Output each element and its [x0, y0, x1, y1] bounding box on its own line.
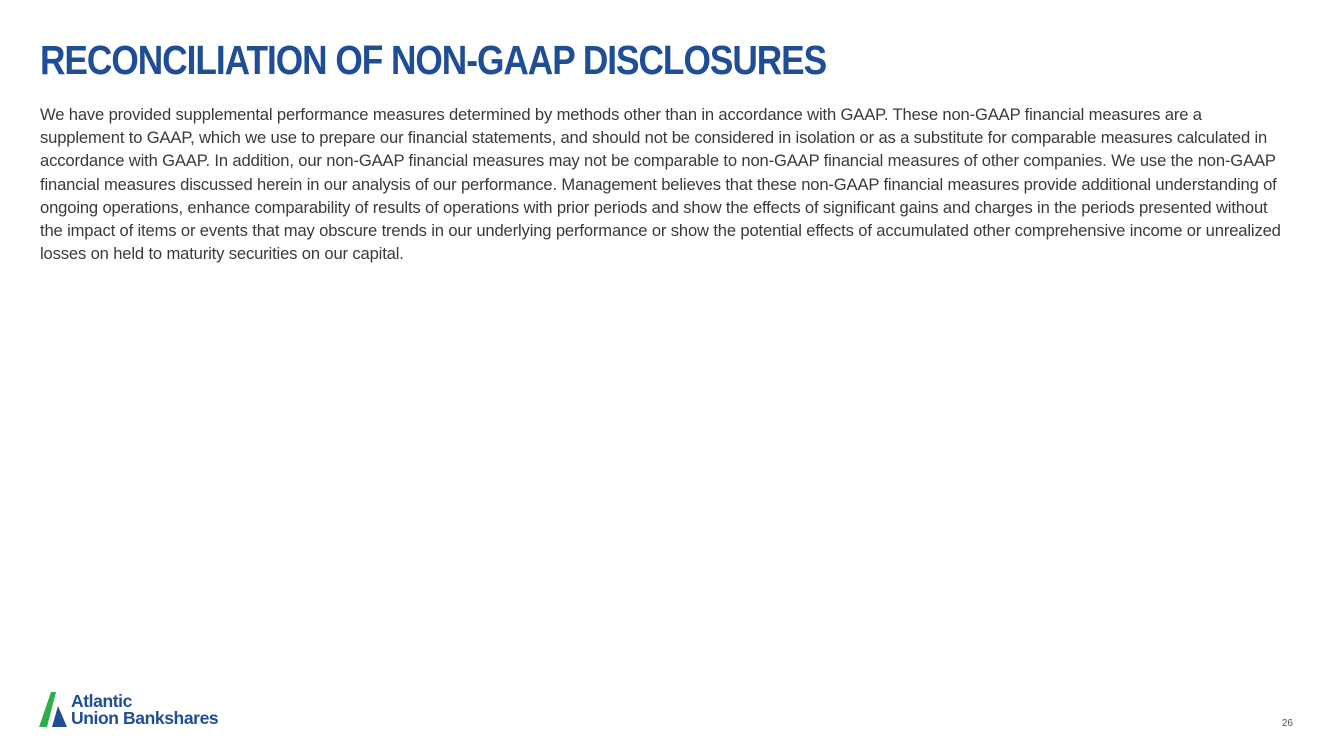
logo-wordmark: [71, 690, 219, 728]
slide-title: RECONCILIATION OF NON-GAAP DISCLOSURES: [40, 37, 827, 83]
logo-line-union-bankshares: Union Bankshares: [71, 707, 219, 728]
atlantic-union-a-mark-icon: [39, 692, 67, 727]
company-logo: [39, 692, 218, 727]
page-number: 26: [1281, 718, 1293, 729]
logo-line-atlantic: Atlantic: [71, 690, 132, 711]
body-paragraph: We have provided supplemental performance measures determined by methods other than in accordance with GAAP. These non-GAAP financial measures are a supplement to GAAP, which we use to prepare our financial statements, and should not be considered in isolation or as a substitute for comparable measures calculated in accordance with GAAP. In addition, our non-GAAP financial measures may not be comparable to non-GAAP financial measures of other companies. We use the non-GAAP financial measures discussed herein in our analysis of our performance. Management believes that these non-GAAP financial measures provide additional understanding of ongoing operations, enhance comparability of results of operations with prior periods and show the effects of significant gains and charges in the periods presented without the impact of items or events that may obscure trends in our underlying performance or show the potential effects of accumulated other comprehensive income or unrealized losses on held to maturity securities on our capital.: [40, 105, 1281, 264]
